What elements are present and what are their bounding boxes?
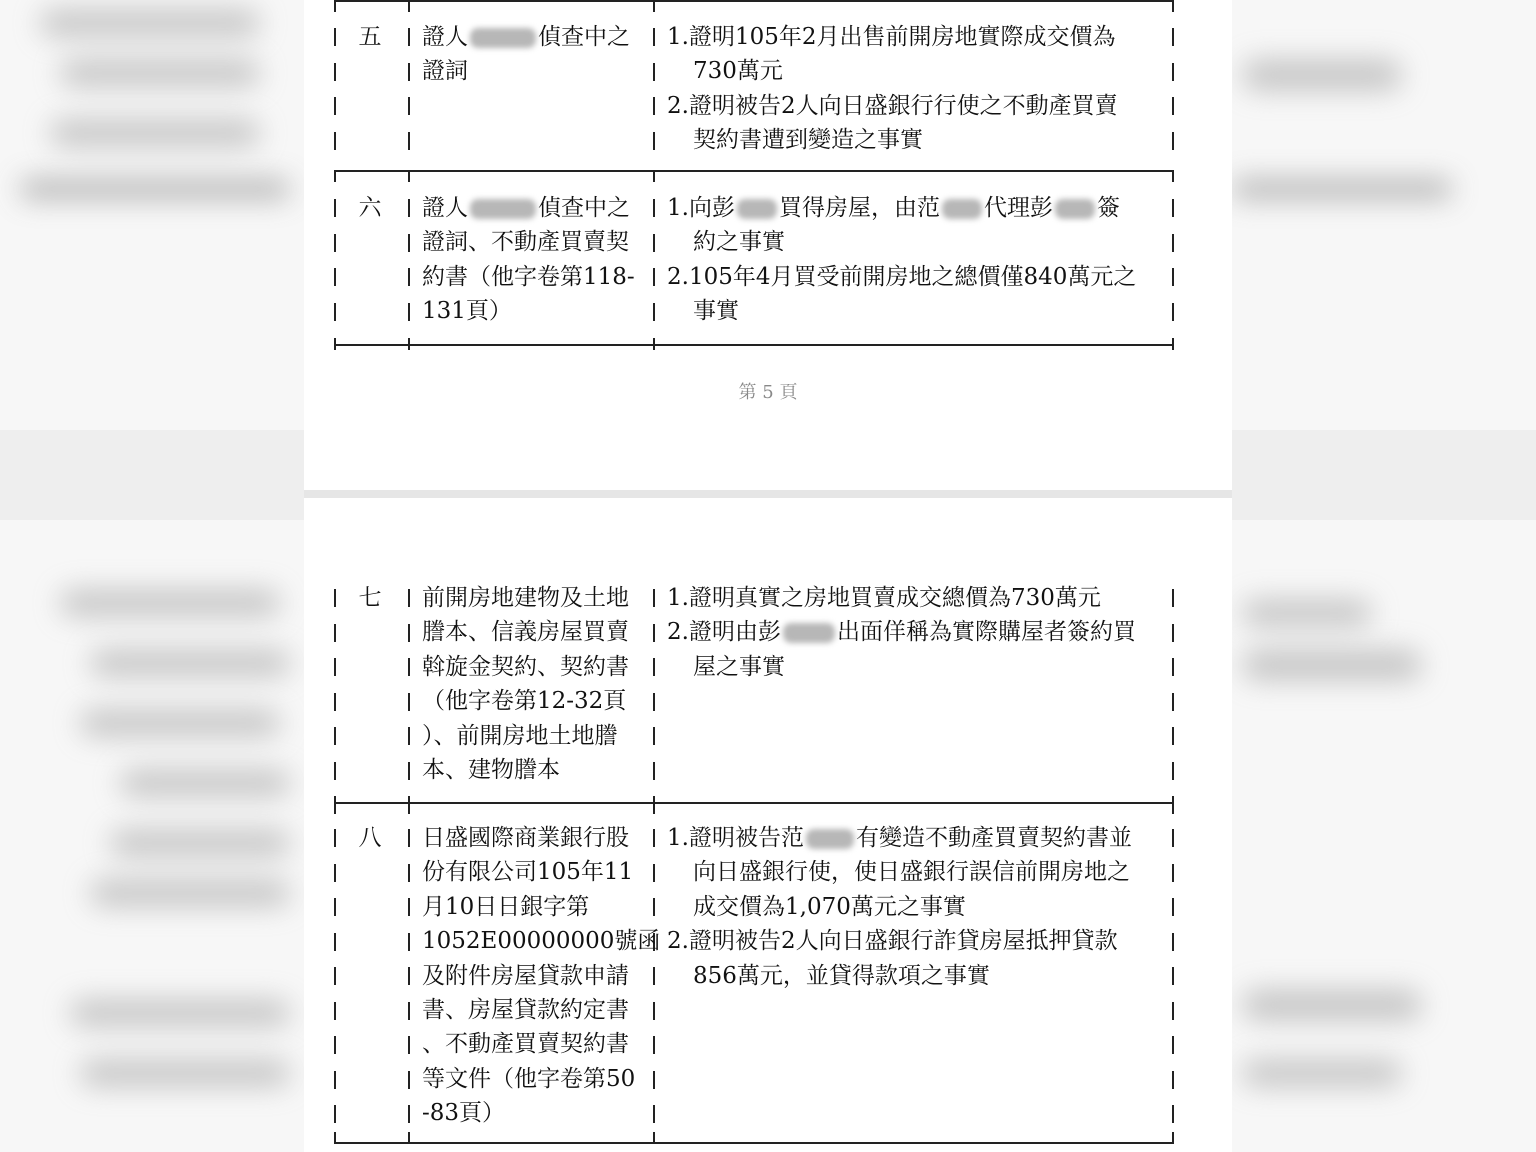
row-number: 六 <box>358 195 382 221</box>
redacted-name <box>806 829 854 849</box>
purpose-text: 1.證明被告范 <box>667 825 804 851</box>
document-page-5 <box>304 0 1232 490</box>
row-number: 八 <box>358 825 382 851</box>
evidence-text: 1052E00000000號函 <box>422 928 661 955</box>
page-number: 第 5 頁 <box>738 382 798 403</box>
redacted-name <box>470 28 536 48</box>
table-rule <box>334 1142 1174 1144</box>
row-number: 五 <box>358 24 382 50</box>
purpose-text: 簽 <box>1096 195 1120 221</box>
purpose-text: 出面佯稱為實際購屋者簽約買 <box>836 619 1136 646</box>
purpose-text: 代理彭 <box>983 195 1053 221</box>
table-rule <box>334 0 1174 2</box>
redacted-name <box>470 199 536 219</box>
evidence-text: 日盛國際商業銀行股 <box>422 825 629 851</box>
table-rule <box>334 344 1174 346</box>
purpose-text: 730萬元 <box>693 58 783 85</box>
purpose-text: 2.證明被告2人向日盛銀行詐貸房屋抵押貸款 <box>667 928 1118 955</box>
evidence-text: -83頁） <box>422 1100 506 1127</box>
evidence-text: 份有限公司105年11 <box>422 859 634 886</box>
purpose-text: 買得房屋，由范 <box>778 195 940 221</box>
purpose-text: 856萬元，並貸得款項之事實 <box>693 962 990 989</box>
evidence-text: （他字卷第12-32頁 <box>422 688 627 715</box>
evidence-text: 謄本、信義房屋買賣 <box>422 619 629 646</box>
evidence-text: 及附件房屋貸款申請 <box>422 962 629 989</box>
evidence-text: 書、房屋貸款約定書 <box>422 996 629 1023</box>
evidence-text: 偵查中之 <box>538 24 630 50</box>
evidence-text: 前開房地建物及土地 <box>422 585 629 611</box>
purpose-text: 1.證明真實之房地買賣成交總價為730萬元 <box>667 585 1101 611</box>
evidence-text: 等文件（他字卷第50 <box>422 1065 636 1092</box>
purpose-text: 成交價為1,070萬元之事實 <box>693 893 966 920</box>
evidence-text: ）、前開房地土地謄 <box>422 722 618 749</box>
purpose-text: 約之事實 <box>693 229 785 256</box>
redacted-name <box>737 199 777 219</box>
purpose-text: 2.105年4月買受前開房地之總價僅840萬元之 <box>667 263 1137 290</box>
row-number: 七 <box>358 585 382 611</box>
purpose-text: 1.向彭 <box>667 195 735 221</box>
evidence-text: 斡旋金契約、契約書 <box>422 653 629 680</box>
purpose-text: 向日盛銀行使，使日盛銀行誤信前開房地之 <box>693 859 1130 886</box>
evidence-text: 131頁） <box>422 298 512 325</box>
evidence-text: 偵查中之 <box>538 195 630 221</box>
page-separator <box>304 490 1232 498</box>
blurred-background-right <box>1232 0 1536 1152</box>
blurred-background-left <box>0 0 304 1152</box>
redacted-name <box>942 199 982 219</box>
evidence-text: 證人 <box>422 24 468 50</box>
evidence-text: 月10日日銀字第 <box>422 893 590 920</box>
purpose-text: 1.證明105年2月出售前開房地實際成交價為 <box>667 24 1116 50</box>
purpose-text: 屋之事實 <box>693 653 785 680</box>
purpose-text: 2.證明由彭 <box>667 619 781 646</box>
purpose-text: 2.證明被告2人向日盛銀行行使之不動產買賣 <box>667 92 1118 119</box>
purpose-text: 事實 <box>693 298 739 325</box>
evidence-text: 證詞 <box>422 58 468 85</box>
redacted-name <box>1055 199 1095 219</box>
document-page-6 <box>304 498 1232 1152</box>
evidence-text: 證詞、不動產買賣契 <box>422 229 629 256</box>
purpose-text: 契約書遭到變造之事實 <box>693 127 923 154</box>
evidence-text: 本、建物謄本 <box>422 756 560 783</box>
evidence-text: 約書（他字卷第118- <box>422 263 635 290</box>
evidence-text: 、不動產買賣契約書 <box>422 1031 629 1058</box>
redacted-name <box>783 623 835 643</box>
evidence-text: 證人 <box>422 195 468 221</box>
purpose-text: 有變造不動產買賣契約書並 <box>855 825 1132 851</box>
table-rule <box>334 802 1174 804</box>
table-rule <box>334 170 1174 172</box>
